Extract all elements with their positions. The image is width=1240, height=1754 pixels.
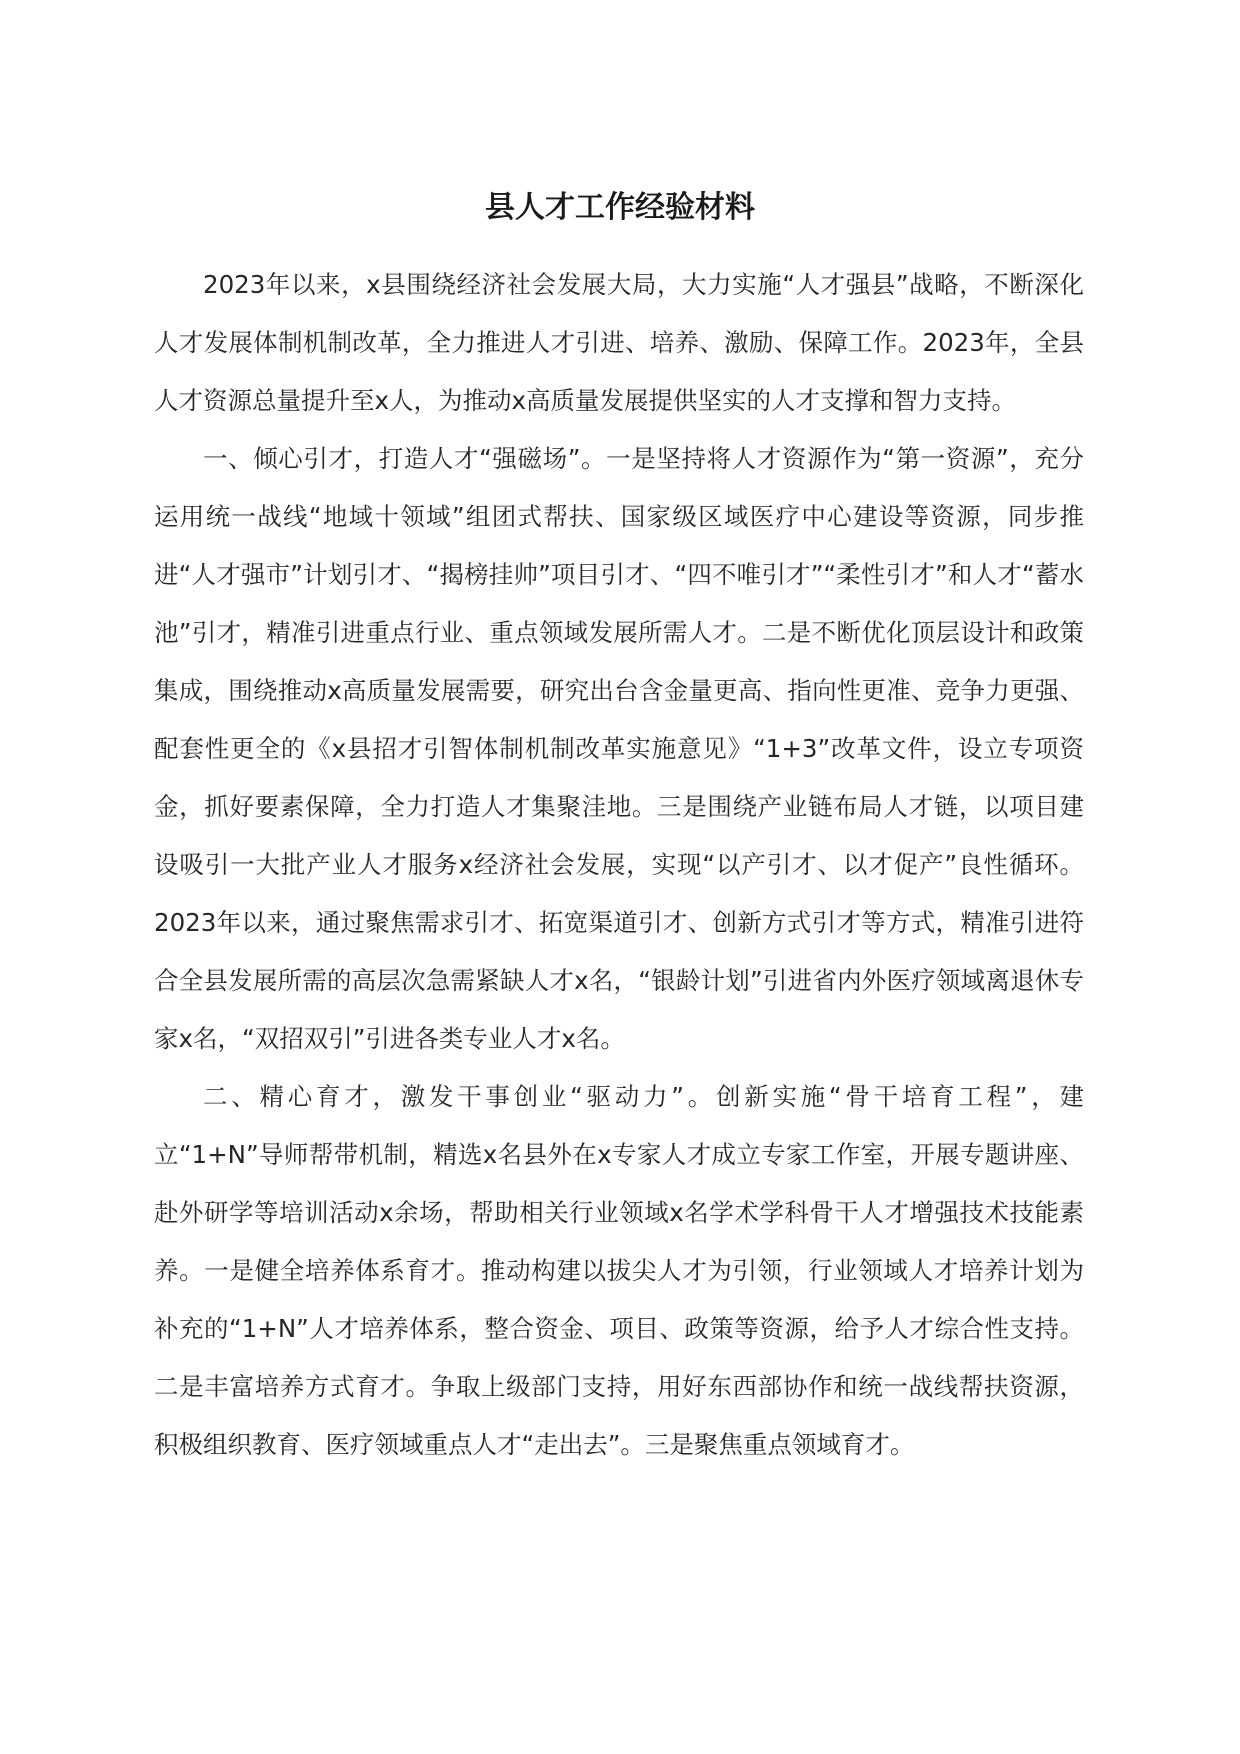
document-title: 县人才工作经验材料 xyxy=(485,190,755,225)
paragraph-section-2: 二、精心育才，激发干事创业“驱动力”。创新实施“骨干培育工程”，建立“1+N”导师帮带机制，精选x名县外在x专家人才成立专家工作室，开展专题讲座、赴外研学等培训活动x余场，帮助相关行业领域x名学术学科骨干人才增强技术技能素养。一是健全培养体系育才。推动构建以拔尖人才为引领，行业领域人才培养计划为补充的“1+N”人才培养体系，整合资金、项目、政策等资源，给予人才综合性支持。二是丰富培养方式育才。争取上级部门支持，用好东西部协作和统一战线帮扶资源，积极组织教育、医疗领域重点人才“走出去”。三是聚焦重点领域育才。 xyxy=(154,1082,1084,1459)
paragraph-section-1: 一、倾心引才，打造人才“强磁场”。一是坚持将人才资源作为“第一资源”，充分运用统一战线“地域十领域”组团式帮扶、国家级区域医疗中心建设等资源，同步推进“人才强市”计划引才、“揭榜挂帅”项目引才、“四不唯引才”“柔性引才”和人才“蓄水池”引才，精准引进重点行业、重点领域发展所需人才。二是不断优化顶层设计和政策集成，围绕推动x高质量发展需要，研究出台含金量更高、指向性更准、竞争力更强、配套性更全的《x县招才引智体制机制改革实施意见》“1+3”改革文件，设立专项资金，抓好要素保障，全力打造人才集聚洼地。三是围绕产业链布局人才链，以项目建设吸引一大批产业人才服务x经济社会发展，实现“以产引才、以才促产”良性循环。2023年以来，通过聚焦需求引才、拓宽渠道引才、创新方式引才等方式，精准引进符合全县发展所需的高层次急需紧缺人才x名，“银龄计划”引进省内外医疗领域离退休专家x名，“双招双引”引进各类专业人才x名。 xyxy=(154,444,1084,1053)
paragraph-intro: 2023年以来，x县围绕经济社会发展大局，大力实施“人才强县”战略，不断深化人才发展体制机制改革，全力推进人才引进、培养、激励、保障工作。2023年，全县人才资源总量提升至x人，为推动x高质量发展提供坚实的人才支撑和智力支持。 xyxy=(154,270,1084,415)
document-body xyxy=(154,256,1084,1474)
